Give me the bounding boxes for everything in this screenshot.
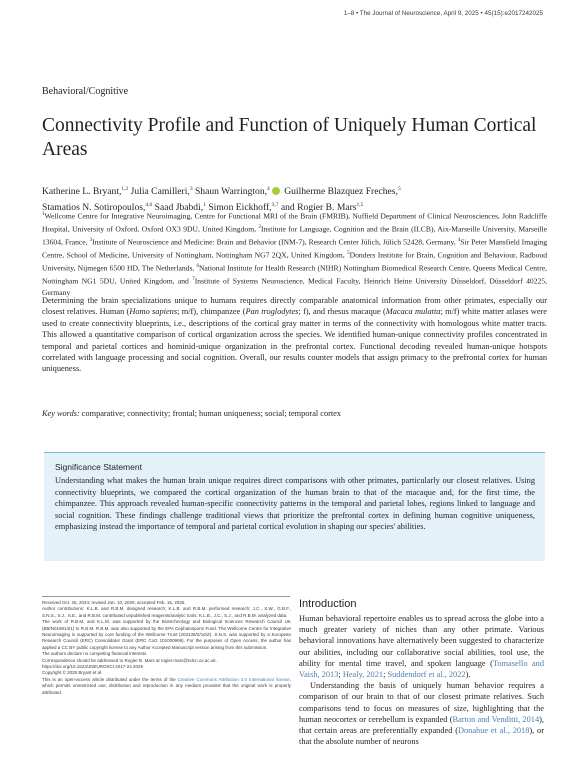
significance-text: Understanding what makes the human brain unique requires direct comparisons with other primates, particularly our closest relatives. Using connectivity blueprints, we compared the cortical organization of the human brain to that of the macaque and, for the first time, the chimpanzee. This approach revealed human-specific connectivity patterns in the temporal and parietal lobes, regions linked to language and social cognition. These findings challenge traditional views that prioritize the prefrontal cortex in defining human cognitive uniqueness, emphasizing instead the importance of temporal and parietal cortical evolution in shaping our species' abilities.: [55, 476, 535, 532]
abstract-text: Determining the brain specializations unique to humans requires directly comparable anatomical information from other primates, especially our closest relatives. Human (: [42, 296, 547, 317]
author-affil-sup: 3: [189, 186, 193, 192]
license-text: , which permits unrestricted use, distribution and reproduction in any medium provided that the original work is properly attributed.: [42, 676, 291, 695]
intro-paragraph: [299, 680, 544, 747]
abstract: [42, 295, 547, 375]
abstract-text: ; m/f), chimpanzee (: [177, 307, 246, 317]
intro-paragraph: [299, 613, 544, 680]
affiliation-sup: 4: [457, 238, 461, 244]
keywords-label: Key words:: [42, 409, 80, 418]
affiliation-sup: 7: [192, 277, 195, 283]
affiliation-text: Institute for Language, Cognition and the Brain (ILCB), Aix-Marseille University, Marseille 13604, France,: [42, 224, 548, 247]
author-name[interactable]: Guilherme Blazquez Freches,: [281, 186, 398, 198]
intro-text: ), that certain areas are preferentially expanded (: [299, 714, 544, 736]
introduction-heading: Introduction: [299, 598, 357, 610]
footnote-copyright: Copyright © 2025 Bryant et al.: [42, 670, 103, 676]
abstract-text: ; m/f) white matter atlases were used to create connectivity blueprints, i.e., descriptions of the cortical gray matter in terms of the connectivity with homologous white matter tracts. This allowed a quantitative comparison of cortical organization across the species. We identified human-unique connectivity profiles concentrated in temporal and parietal cortices and hominid-unique organization in the prefrontal cortex. Functional decoding revealed human-unique hotspots correlated with language processing and social cognition. Overall, our results counter models that assign primacy to the prefrontal cortex for human uniqueness.: [42, 307, 548, 374]
affiliation-text: Donders Institute for Brain, Cognition and Behaviour, Radboud University, Nijmegen 6500 HD, The Netherlands,: [42, 250, 547, 273]
affiliations: [42, 209, 547, 299]
affiliation-sup: 2: [258, 225, 261, 231]
citation-link[interactable]: Barton and Venditti, 2014: [452, 714, 540, 724]
intro-text: Understanding the basis of uniquely human behavior requires a comparison of our brain to that of our closest primate relatives. Such comparisons tend to focus on measures of size, highlighting that the human neocortex or cerebellum is expanded (: [299, 681, 544, 724]
citation-link[interactable]: Tomasello and Vaish, 2013: [299, 658, 544, 680]
article-section: Behavioral/Cognitive: [42, 86, 129, 97]
author-name[interactable]: and Rogier B. Mars: [278, 201, 357, 213]
affiliation-sup: 1: [42, 212, 45, 217]
intro-text: ), or that the absolute number of neurons: [299, 726, 544, 747]
affiliation-sup: 5: [347, 251, 350, 257]
introduction-body: [299, 613, 544, 747]
intro-text: ;: [338, 670, 343, 680]
author-affil-sup: 5: [397, 186, 401, 192]
affiliation-text: Sir Peter Mansfield Imaging Centre, School of Medicine, University of Nottingham, Nottingham NG7 2QX, United Kingdom,: [42, 237, 547, 260]
author-affil-sup: 4: [267, 186, 270, 192]
footnote-correspondence: Correspondence should be addressed to Rogier B. Mars at rogier.mars@ndcn.ox.ac.uk.: [42, 657, 217, 663]
footnote-conflict: The authors declare no competing financial interests.: [42, 651, 148, 657]
intro-text: Human behavioral repertoire enables us to spread across the globe into a much greater variety of niches than any other primate. Various behavioral innovations have alternatively been suggested to characterize our abilities, including our collaborative social abilities, tool use, the ability for mental time travel, and spoken language (: [299, 614, 544, 668]
running-header: 1–8 • The Journal of Neuroscience, April 9, 2025 • 45(15):e2017242025: [343, 10, 543, 17]
intro-text: ;: [383, 670, 388, 680]
keywords: [42, 409, 547, 418]
author-name[interactable]: Simon Eickhoff,: [205, 201, 272, 213]
author-name[interactable]: Shaun Warrington,: [192, 186, 268, 198]
abstract-text: ; f), and rhesus macaque (: [298, 307, 386, 317]
footnote-divider: [42, 596, 290, 597]
footnote-received: Received Oct. 25, 2024; revised Jan. 10, 2025; accepted Feb. 15, 2025.: [42, 600, 186, 605]
footnote-contributions: Author contributions: K.L.B. and R.B.M. designed research; K.L.B. and R.B.M. performed research; J.C., S.W., G.B.F., S.N.S., S.J., S.E., and R.B.M. contributed unpublished reagents/analytic tools; K.L.B., J.C., S.J., and R.B.M. analyzed data.: [42, 606, 291, 618]
affiliation-text: Institute of Systems Neuroscience, Medical Faculty, Heinrich Heine University Düsseldorf, Düsseldorf 40225, Germany: [42, 276, 547, 298]
citation-link[interactable]: Donahue et al., 2018: [457, 726, 530, 736]
license-text: This is an open-access article distributed under the terms of the: [42, 676, 178, 682]
author-name[interactable]: Stamatios N. Sotiropoulos,: [42, 201, 146, 213]
orcid-icon[interactable]: [272, 187, 280, 195]
significance-heading: Significance Statement: [55, 462, 142, 472]
author-name[interactable]: Saad Jbabdi,: [152, 201, 204, 213]
citation-link[interactable]: Healy, 2021: [342, 670, 384, 680]
intro-text: ).: [465, 670, 471, 680]
footnote-funding: The work of R.B.M. and K.L.M. was supported by the Biotechnology and Biological Sciences Research Council UK (BB/N019814/1) to R.B.M. R.B.M. was also supported by the EPA Cephalosporin Fund. The Wellcome Centre for Integrative Neuroimaging is supported by core funding of the Wellcome Trust (203139/Z/16/Z). S.N.S. was supported by a European Research Council (ERC) Consolidator Grant (ERC CoG 101000969). For the purposes of Open Access, the author has applied a CC BY public copyright license to any Author Accepted Manuscript version arising from this submission.: [42, 619, 291, 650]
footnote-license: [42, 677, 291, 696]
author-affil-sup: 1,2: [121, 186, 129, 192]
affiliation-text: Wellcome Centre for Integrative Neuroimaging, Centre for Functional MRI of the Brain (FMRIB), Nuffield Department of Clinical Neurosciences, John Radcliffe Hospital, University of Oxford, Oxford OX3 9DU, United Kingdom,: [42, 211, 547, 234]
author-affil-sup: 1,5: [356, 201, 364, 208]
author-name[interactable]: Julia Camilleri,: [128, 186, 190, 198]
author-affil-sup: 4,6: [145, 201, 153, 208]
license-link[interactable]: Creative Commons Attribution 4.0 International license: [177, 676, 290, 682]
affiliation-text: Institute of Neuroscience and Medicine: Brain and Behavior (INM-7), Research Center Jülich, Jülich 52428, Germany,: [92, 237, 458, 247]
affiliation-sup: 3: [89, 238, 93, 244]
footnote-doi[interactable]: https://doi.org/10.1523/JNEUROSCI.2017-24.2025: [42, 664, 144, 670]
species-name: Pan troglodytes: [245, 307, 299, 317]
affiliation-text: National Institute for Health Research (NIHR) Nottingham Biomedical Research Centre, Queens Medical Centre, Nottingham NG1 5DU, United Kingdom, and: [42, 263, 547, 286]
author-affil-sup: 1: [203, 201, 206, 208]
species-name: Homo sapiens: [129, 307, 178, 317]
author-affil-sup: 3,7: [271, 201, 279, 208]
author-name[interactable]: Katherine L. Bryant,: [42, 186, 122, 198]
keywords-text: comparative; connectivity; frontal; human uniqueness; social; temporal cortex: [79, 409, 341, 418]
citation-link[interactable]: Suddendorf et al., 2022: [387, 670, 466, 680]
article-title: Connectivity Profile and Function of Uniquely Human Cortical Areas: [42, 115, 537, 160]
affiliation-sup: 6: [196, 264, 199, 270]
footnotes: [42, 600, 291, 696]
species-name: Macaca mulatta: [385, 307, 441, 317]
